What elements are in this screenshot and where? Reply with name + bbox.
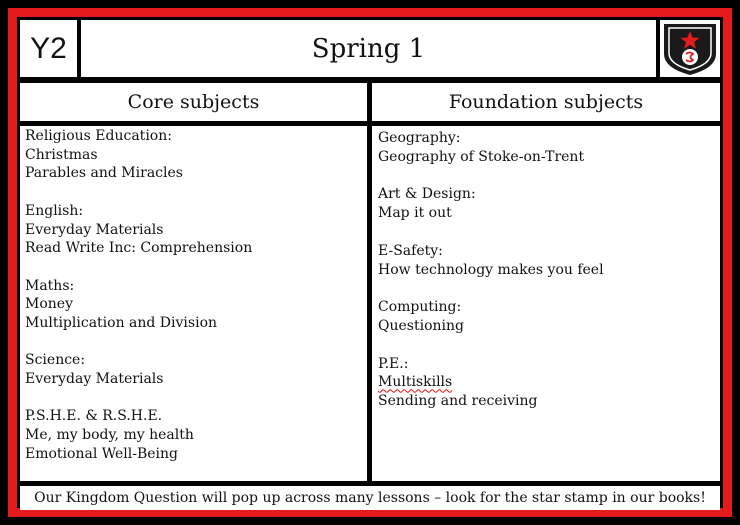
- kingdom-question-footer: Our Kingdom Question will pop up across many lessons – look for the star stamp in our books!: [20, 486, 720, 510]
- topic: How technology makes you feel: [378, 261, 604, 278]
- topic: Questioning: [378, 317, 464, 334]
- subject-name: Maths:: [25, 277, 75, 294]
- foundation-subjects-heading: Foundation subjects: [372, 83, 720, 121]
- core-subjects-column: [20, 126, 367, 481]
- subject-name: Religious Education:: [25, 128, 172, 144]
- topic: Money: [25, 296, 73, 313]
- subject-entry: [25, 351, 367, 388]
- school-crest-icon: [660, 20, 720, 77]
- topic: Me, my body, my health: [25, 427, 194, 444]
- subject-entry: [378, 129, 720, 166]
- subject-name: P.E.:: [378, 355, 409, 372]
- subject-name: Geography:: [378, 130, 461, 146]
- topic: Everyday Materials: [25, 221, 164, 238]
- subject-entry: [25, 202, 367, 258]
- topic: Read Write Inc: Comprehension: [25, 240, 253, 257]
- topic: Sending and receiving: [378, 393, 538, 410]
- topic: Multiskills: [378, 374, 453, 391]
- subject-name: P.S.H.E. & R.S.H.E.: [25, 408, 163, 425]
- subject-entry: [25, 127, 367, 183]
- subject-entry: [378, 242, 720, 279]
- subject-entry: [378, 355, 720, 411]
- topic: Everyday Materials: [25, 371, 164, 388]
- subject-name: English:: [25, 202, 84, 219]
- subject-entry: [378, 298, 720, 335]
- subject-entry: [378, 185, 720, 222]
- school-logo: [660, 20, 720, 77]
- subject-entry: [25, 277, 367, 333]
- topic: Geography of Stoke-on-Trent: [378, 148, 585, 165]
- page-title: Spring 1: [81, 20, 656, 77]
- foundation-subjects-column: [372, 126, 720, 481]
- subject-name: E-Safety:: [378, 242, 443, 259]
- core-subjects-heading: Core subjects: [20, 83, 367, 121]
- subject-name: Art & Design:: [378, 186, 476, 203]
- topic: Parables and Miracles: [25, 165, 183, 182]
- topic: Multiplication and Division: [25, 315, 218, 331]
- subject-entry: [25, 407, 367, 463]
- topic: Emotional Well-Being: [25, 445, 178, 462]
- subject-name: Computing:: [378, 299, 462, 316]
- topic: Map it out: [378, 205, 452, 222]
- topic: Christmas: [25, 146, 98, 163]
- subject-name: Science:: [25, 352, 86, 369]
- year-label: Y2: [20, 20, 77, 77]
